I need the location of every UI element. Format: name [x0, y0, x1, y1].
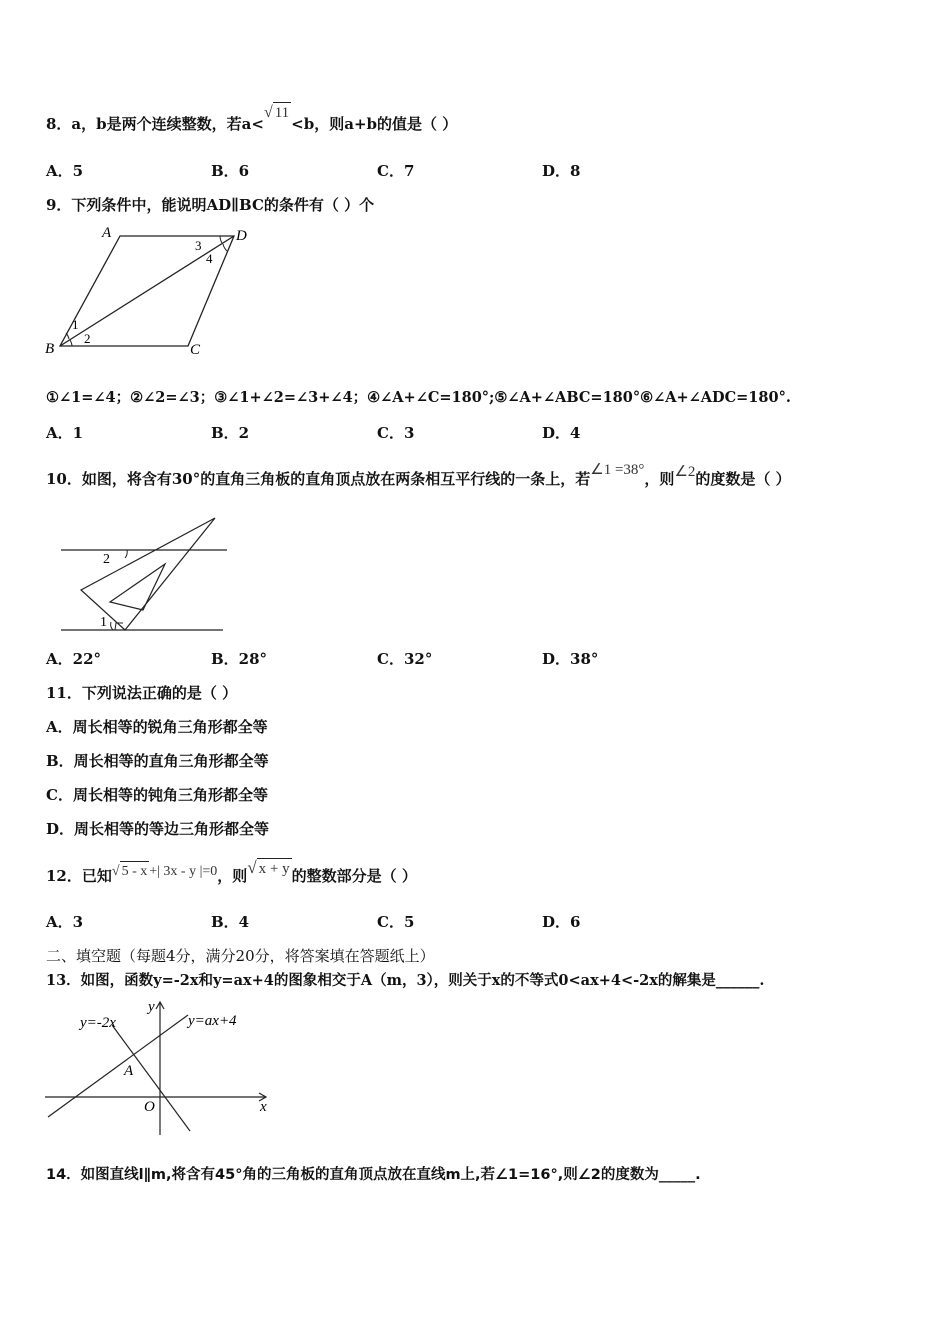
q12-option-b: B．4 — [211, 913, 250, 931]
q13-figure-linear-functions — [40, 995, 275, 1140]
q12-math-sqrt: √ x + y — [247, 858, 290, 877]
q12-math1-rest: +| 3x - y |=0 — [149, 864, 218, 879]
q10-figure-triangle-parallel — [55, 510, 235, 640]
q13-label-line1: y=-2x — [80, 1015, 116, 1031]
q9-arc-4 — [223, 244, 227, 251]
q13-label-point-a: A — [124, 1063, 134, 1079]
q9-arc-2 — [70, 340, 72, 346]
q9-option-b: B．2 — [211, 424, 250, 442]
q11-option-c: C．周长相等的钝角三角形都全等 — [46, 786, 268, 804]
q9-label-a: A — [102, 225, 112, 241]
q9-label-d: D — [236, 228, 247, 244]
q11-stem: 11．下列说法正确的是（ ） — [46, 684, 238, 702]
q9-option-a: A．1 — [46, 424, 84, 442]
q11-option-a: A．周长相等的锐角三角形都全等 — [46, 718, 268, 736]
q10-math-angle1: ∠1 =38° — [590, 462, 645, 478]
q9-stem: 9．下列条件中，能说明AD∥BC的条件有（ ）个 — [46, 196, 375, 214]
q12-option-d: D．6 — [542, 913, 581, 931]
q8-option-d: D．8 — [542, 162, 581, 180]
q13-label-origin: O — [144, 1099, 155, 1115]
q13-label-line2: y=ax+4 — [188, 1013, 237, 1029]
q10-option-c: C．32° — [377, 650, 433, 668]
q14-stem: 14．如图直线l∥m,将含有45°角的三角板的直角顶点放在直线m上,若∠1=16°,则∠2的度数为_____. — [46, 1167, 701, 1183]
q8-stem-post: <b，则a+b的值是（ ） — [291, 115, 458, 133]
q10-triangle-inner — [110, 564, 165, 610]
q12-math-equation: √ 5 - x +| 3x - y |=0 — [112, 864, 217, 879]
q10-option-d: D．38° — [542, 650, 599, 668]
q9-label-b: B — [45, 341, 55, 357]
q12-stem-post: 的整数部分是（ ） — [291, 867, 417, 885]
q9-label-angle3: 3 — [195, 238, 202, 253]
q9-arc-3 — [220, 236, 222, 243]
q9-label-c: C — [190, 342, 201, 358]
q10-stem-pre: 10．如图，将含有30°的直角三角板的直角顶点放在两条相互平行线的一条上，若 — [46, 470, 591, 488]
q10-label-angle1: 1 — [100, 615, 107, 630]
q12-stem-pre: 12．已知 — [46, 867, 112, 885]
q9-arc-1 — [66, 333, 69, 339]
q10-stem-post: 的度数是（ ） — [695, 470, 791, 488]
q8-option-c: C．7 — [377, 162, 415, 180]
q12-stem-mid: ，则 — [217, 867, 248, 885]
q13-label-x: x — [260, 1099, 267, 1115]
q13-stem: 13．如图，函数y=-2x和y=ax+4的图象相交于A（m，3），则关于x的不等式0<ax+4<-2x的解集是______. — [46, 972, 765, 989]
q10-triangle-outer — [81, 518, 215, 630]
q9-label-angle1: 1 — [72, 317, 79, 332]
q10-arc-2 — [125, 550, 127, 558]
section-2-title: 二、填空题（每题4分，满分20分，将答案填在答题纸上） — [46, 947, 435, 965]
q12-math2-radicand: x + y — [257, 858, 292, 879]
q13-line-ax-plus-4 — [48, 1015, 188, 1117]
q8-stem-pre: 8．a，b是两个连续整数，若a< — [46, 115, 264, 133]
q9-label-angle2: 2 — [84, 331, 91, 346]
q10-stem-mid: ，则 — [644, 470, 675, 488]
q10-arc-1 — [111, 622, 113, 630]
q8-sqrt: √ 11 — [263, 104, 290, 121]
q10-option-b: B．28° — [211, 650, 268, 668]
q10-math-angle2: ∠2 — [674, 464, 696, 480]
q12-option-a: A．3 — [46, 913, 84, 931]
q9-figure-parallelogram — [40, 225, 260, 360]
q9-option-d: D．4 — [542, 424, 581, 442]
question-12 — [46, 858, 417, 888]
q9-option-c: C．3 — [377, 424, 415, 442]
q10-option-a: A．22° — [46, 650, 102, 668]
q8-option-b: B．6 — [211, 162, 250, 180]
q8-option-a: A．5 — [46, 162, 84, 180]
q10-label-angle2: 2 — [103, 552, 110, 567]
q9-label-angle4: 4 — [206, 251, 213, 266]
question-10 — [46, 462, 791, 490]
q12-math1-radicand: 5 - x — [120, 861, 150, 882]
q11-option-b: B．周长相等的直角三角形都全等 — [46, 752, 269, 770]
q11-option-d: D．周长相等的等边三角形都全等 — [46, 820, 270, 838]
q8-sqrt-radicand: 11 — [273, 102, 291, 123]
question-8 — [46, 104, 458, 135]
q13-label-y: y — [148, 999, 155, 1015]
q9-conditions: ①∠1=∠4；②∠2=∠3；③∠1+∠2=∠3+∠4；④∠A+∠C=180°;⑤∠A+∠ABC=180°⑥∠A+∠ADC=180°. — [46, 389, 791, 406]
q12-option-c: C．5 — [377, 913, 415, 931]
